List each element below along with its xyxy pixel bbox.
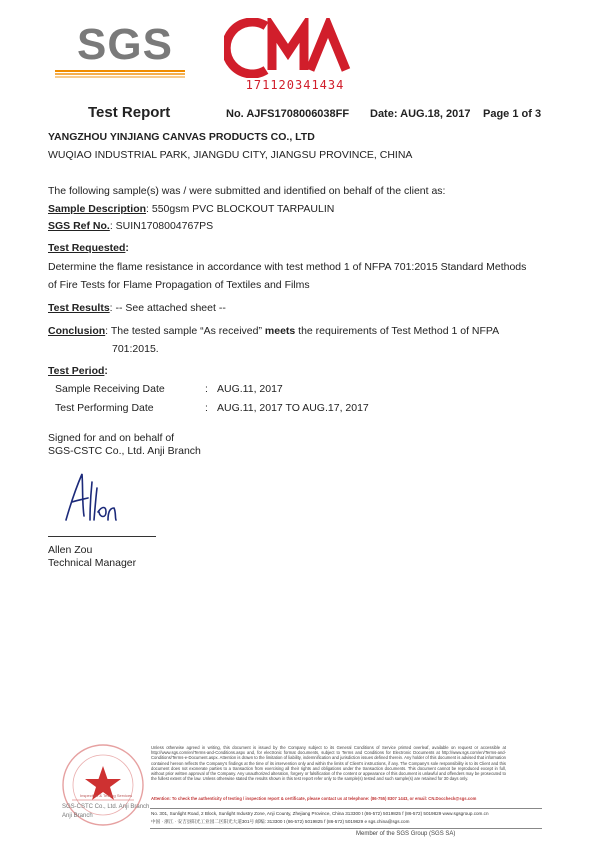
signer-name: Allen Zou [48, 544, 93, 556]
test-requested-line1: Determine the flame resistance in accordance with test method 1 of NFPA 701:2015 Standard Methods [48, 261, 527, 273]
sample-description [48, 202, 334, 216]
signature-image [48, 468, 118, 530]
footer-address-en: No. 301, Sunlight Road, 2 Block, Sunlight Industry Zone, Anji County, Zhejiang Province, China 313300 t (86-572) 5019825 f (86-572) 5019829 www.sgsgroup.com.cn [151, 811, 489, 816]
test-results-value: : -- See attached sheet -- [109, 302, 226, 314]
client-company: YANGZHOU YINJIANG CANVAS PRODUCTS CO., LTD [48, 131, 315, 143]
sgs-logo [55, 18, 185, 78]
footer-divider [150, 808, 542, 809]
test-requested-line2: of Fire Tests for Flame Propagation of Textiles and Films [48, 279, 310, 291]
footer-divider-2 [150, 828, 542, 829]
sample-receiving-value: AUG.11, 2017 [217, 383, 283, 395]
footer-disclaimer: Unless otherwise agreed in writing, this document is issued by the Company subject to its General Conditions of Service printed overleaf, available on request or accessible at http://www.sgs.com/en/Terms-and-Conditions.aspx and, for electronic format documents, subject to Terms and Conditions for Electronic Documents at http://www.sgs.com/en/Terms-and-Conditions/Terms-e-Document.aspx. Attention is drawn to the limitation of liability, indemnification and jurisdiction issues defined therein. Any holder of this document is advised that information contained hereon reflects the Company's findings at the time of its intervention only and within the limits of Client's instructions, if any. The Company's sole responsibility is to its Client and this document does not exonerate parties to a transaction from exercising all their rights and obligations under the transaction documents. This document cannot be reproduced except in full, without prior written approval of the Company. Any unauthorized alteration, forgery or falsification of the content or appearance of this document is unlawful and offenders may be prosecuted to the fullest extent of the law. Unless otherwise stated the results shown in this test report refer only to the sample(s) tested and such sample(s) are retained for 30 days only. [151, 745, 506, 782]
test-requested-heading [48, 241, 129, 255]
report-date: Date: AUG.18, 2017 [370, 108, 471, 120]
report-number: No. AJFS1708006038FF [226, 108, 350, 120]
sgs-logo-text: SGS [77, 20, 173, 69]
test-period-colon: : [104, 365, 108, 377]
test-requested-colon: : [125, 242, 129, 254]
cma-logo-icon [224, 18, 364, 78]
signed-line1: Signed for and on behalf of [48, 432, 175, 444]
test-results-label: Test Results [48, 302, 110, 314]
page-number: Page 1 of 3 [483, 108, 542, 120]
signature-line [48, 536, 156, 537]
footer-address-cn: 中国 · 浙江 · 安吉县阳光工业园二区阳光大道301号 邮编: 313300 t (86-572) 5019825 f (86-572) 5019829 e sgs.china@sgs.com [151, 819, 410, 824]
conclusion [48, 324, 499, 338]
client-address: WUQIAO INDUSTRIAL PARK, JIANGDU CITY, JIANGSU PROVINCE, CHINA [48, 149, 413, 161]
conclusion-line2: 701:2015. [112, 343, 159, 355]
signed-line2: SGS-CSTC Co., Ltd. Anji Branch [48, 445, 201, 457]
seal-inner-text: Inspection & Testing Services [80, 793, 133, 798]
sample-description-label: Sample Description [48, 203, 147, 215]
sgs-logo-bars [55, 70, 185, 78]
cma-number: 171120341434 [245, 78, 345, 92]
test-performing-value: AUG.11, 2017 TO AUG.17, 2017 [217, 402, 369, 414]
conclusion-label: Conclusion [48, 325, 106, 337]
footer-attention: Attention: To check the authenticity of testing / inspection report & certificate, please contact us at telephone: (86-755) 8307 1443, or email: CN.Doccheck@sgs.com [151, 796, 477, 801]
sample-receiving-label: Sample Receiving Date [55, 383, 165, 395]
sgs-ref [48, 219, 213, 233]
sample-description-value: : 550gsm PVC BLOCKOUT TARPAULIN [146, 203, 335, 215]
test-results [48, 301, 226, 315]
seal-text-2: Anji Branch [62, 813, 93, 819]
intro-text: The following sample(s) was / were submitted and identified on behalf of the client as: [48, 185, 446, 197]
test-performing-sep: : [205, 402, 208, 414]
conclusion-bold: meets [264, 325, 296, 337]
page-title: Test Report [88, 104, 171, 121]
signer-position: Technical Manager [48, 557, 137, 569]
test-period-heading [48, 364, 108, 378]
sample-receiving-sep: : [205, 383, 208, 395]
seal-text-1: SGS-CSTC Co., Ltd. Anji Branch [62, 804, 150, 810]
sgs-ref-value: : SUIN1708004767PS [109, 220, 214, 232]
footer-member: Member of the SGS Group (SGS SA) [356, 831, 456, 837]
test-performing-label: Test Performing Date [55, 402, 154, 414]
conclusion-pre: : The tested sample “As received” [105, 325, 265, 337]
test-requested-label: Test Requested [48, 242, 126, 254]
sgs-ref-label: SGS Ref No. [48, 220, 110, 232]
test-period-label: Test Period [48, 365, 105, 377]
conclusion-post: the requirements of Test Method 1 of NFPA [295, 325, 500, 337]
